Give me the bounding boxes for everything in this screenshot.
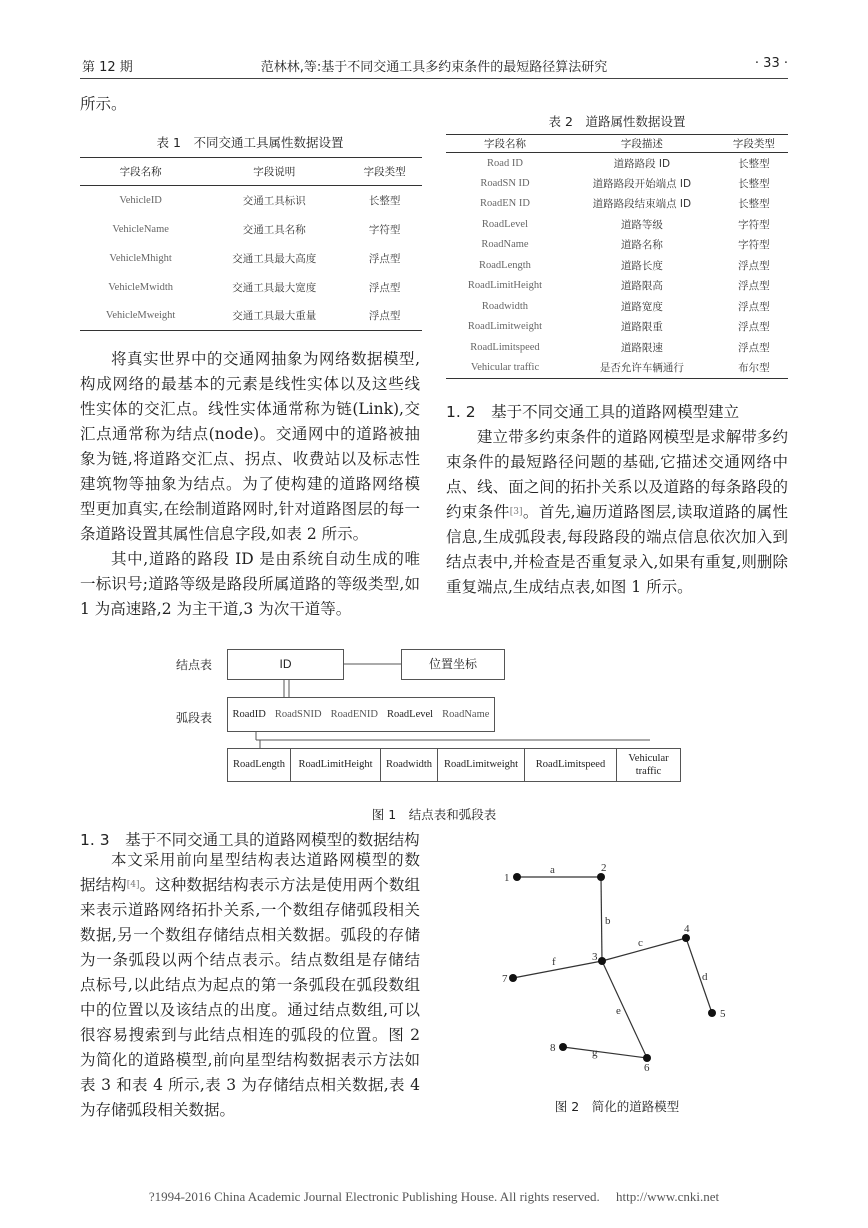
graph-node — [559, 1043, 567, 1051]
table-cell: Vehicular traffic — [446, 358, 564, 379]
id-box: ID — [227, 649, 344, 680]
table-cell: 道路宽度 — [620, 300, 663, 313]
table-cell: 是否允许车辆通行 — [564, 358, 720, 379]
table-cell: 字符型 — [368, 223, 401, 236]
table-cell: 字符型 — [738, 239, 770, 252]
table2-header-name: 字段名称 — [446, 135, 564, 153]
table-cell: RoadLimitHeight — [467, 280, 542, 292]
graph-node — [509, 974, 517, 982]
field-vehicular-traffic — [617, 748, 681, 782]
table-cell: 布尔型 — [720, 358, 788, 379]
paragraph — [80, 848, 420, 1123]
table1-header-type: 字段类型 — [347, 158, 422, 186]
arc-record-row2 — [227, 748, 681, 782]
table2-caption: 表 2 道路属性数据设置 — [548, 114, 686, 129]
vehicular-line2: traffic — [635, 766, 662, 777]
field-roadlimitheight: RoadLimitHeight — [291, 748, 381, 782]
node-label-3: 3 — [592, 951, 598, 963]
graph-node — [708, 1009, 716, 1017]
edge-g — [563, 1047, 647, 1058]
node-label-8: 8 — [550, 1042, 556, 1054]
field-roadenid: RoadENID — [330, 709, 378, 720]
edge-label-e: e — [616, 1005, 621, 1017]
table-cell: 道路限高 — [620, 280, 663, 293]
table-cell: 交通工具名称 — [242, 223, 306, 236]
field-roadsnid: RoadSNID — [274, 709, 322, 720]
node-label-5: 5 — [720, 1008, 726, 1020]
table2-header-type: 字段类型 — [720, 135, 788, 153]
text-run: 本文采用前向星型结构表达道路网模型的数据结构 — [80, 851, 420, 894]
running-title: 范林林,等:基于不同交通工具多约束条件的最短路径算法研究 — [260, 60, 608, 75]
table-cell: 浮点型 — [738, 341, 770, 354]
table-cell: 浮点型 — [738, 321, 770, 334]
section-1-2-heading: 1. 2 基于不同交通工具的道路网模型建立 — [446, 403, 740, 421]
edge-d — [686, 938, 712, 1013]
table-cell: 长整型 — [368, 194, 401, 207]
text-run: 。首先,遍历道路图层,读取道路的属性信息,生成弧段表,每段路段的端点信息依次加入到结点表中,并检查是否重复录入,如果有重复,则删除重复端点,生成结点表,如图 1 所示。 — [446, 503, 788, 596]
table-cell: 长整型 — [738, 157, 770, 170]
table-cell: 长整型 — [738, 177, 770, 190]
table-cell: 字符型 — [738, 218, 770, 231]
edge-label-g: g — [592, 1047, 598, 1059]
table1-caption: 表 1 不同交通工具属性数据设置 — [156, 135, 344, 150]
arc-table-label: 弧段表 — [176, 711, 213, 725]
table-cell: VehicleMhight — [109, 252, 172, 264]
node-table-label: 结点表 — [176, 658, 213, 672]
table-cell: 交通工具最大宽度 — [232, 281, 317, 294]
table-cell: 道路路段结束端点 ID — [592, 198, 692, 211]
vehicular-line1: Vehicular — [628, 753, 669, 764]
issue-number: 第 12 期 — [82, 60, 133, 75]
table-cell: 浮点型 — [368, 281, 401, 294]
table-cell: 道路限速 — [620, 341, 663, 354]
node-label-4: 4 — [684, 923, 690, 935]
table-cell: RoadLength — [479, 259, 531, 271]
edge-label-f: f — [552, 956, 556, 968]
table-cell: VehicleName — [112, 223, 169, 235]
field-roadid: RoadID — [232, 709, 266, 720]
edge-label-b: b — [605, 915, 611, 927]
table-cell: RoadName — [481, 239, 529, 251]
edge-e — [602, 961, 647, 1058]
field-roadlength: RoadLength — [227, 748, 291, 782]
paragraph: 其中,道路的路段 ID 是由系统自动生成的唯一标识号;道路等级是路段所属道路的等级类型,如 1 为高速路,2 为主干道,3 为次干道等。 — [80, 550, 420, 618]
table-cell: 道路长度 — [620, 259, 663, 272]
section-1-3-heading: 1. 3 基于不同交通工具的道路网模型的数据结构 — [80, 831, 420, 849]
table-cell: 浮点型 — [347, 302, 422, 331]
graph-node — [597, 873, 605, 881]
table-cell: RoadSN ID — [480, 177, 530, 189]
table-cell: VehicleID — [119, 194, 162, 206]
table-cell: 道路等级 — [620, 218, 663, 231]
figure2-graph — [446, 840, 788, 1100]
field-roadlevel: RoadLevel — [387, 709, 434, 720]
field-roadwidth: Roadwidth — [381, 748, 438, 782]
graph-node — [682, 934, 690, 942]
table-cell: RoadLimitspeed — [470, 341, 540, 353]
left-top-text: 所示。 — [80, 95, 127, 113]
table-cell: 长整型 — [738, 198, 770, 211]
coord-box: 位置坐标 — [401, 649, 505, 680]
edge-label-d: d — [702, 971, 708, 983]
table-cell: 道路限重 — [620, 321, 663, 334]
node-label-1: 1 — [504, 872, 510, 884]
table-cell: RoadLevel — [481, 218, 528, 230]
table-cell: VehicleMwidth — [108, 281, 173, 293]
figure2-caption: 图 2 简化的道路模型 — [554, 1099, 680, 1114]
arc-record-box — [227, 697, 495, 732]
table-cell: Roadwidth — [481, 300, 529, 312]
node-label-7: 7 — [502, 973, 508, 985]
table-cell: 道路路段开始端点 ID — [592, 177, 692, 190]
table1-header-desc: 字段说明 — [201, 158, 347, 186]
field-roadname: RoadName — [442, 709, 490, 720]
table-cell: 道路路段 ID — [613, 157, 671, 170]
edge-label-c: c — [638, 937, 643, 949]
table-cell: VehicleMweight — [80, 302, 201, 331]
paragraph: 将真实世界中的交通网抽象为网络数据模型,构成网络的最基本的元素是线性实体以及这些线性实体的交汇点。线性实体通常称为链(Link),交汇点通常称为结点(node)。交通网中的道路被抽象为链,将道路交汇点、拐点、收费站以及标志性建筑物等抽象为结点。为了使构建的道路网络模型更加真实,在绘制道路网时,针对道路图层的每一条道路设置其属性信息字段,如表 2 所示。 — [80, 350, 420, 543]
citation-ref: [4] — [126, 880, 140, 890]
table2-header-desc: 字段描述 — [564, 135, 720, 153]
page-number: · 33 · — [754, 56, 788, 71]
graph-node — [598, 957, 606, 965]
table-cell: Road ID — [487, 157, 523, 169]
table-cell: 交通工具最大重量 — [201, 302, 347, 331]
table-cell: 浮点型 — [368, 252, 401, 265]
text-run: 建立带多约束条件的道路网模型是求解带多约束条件的最短路径问题的基础,它描述交通网络中点、线、面之间的拓扑关系以及道路的每条路段的约束条件 — [446, 428, 788, 521]
field-roadlimitweight: RoadLimitweight — [438, 748, 525, 782]
table1-header-name: 字段名称 — [80, 158, 201, 186]
table-cell: RoadLimitweight — [467, 321, 542, 333]
table-cell: RoadEN ID — [480, 198, 530, 210]
node-label-6: 6 — [644, 1062, 650, 1074]
copyright-footer: ?1994-2016 China Academic Journal Electronic Publishing House. All rights reserved. http://www.cnki.net — [148, 1189, 720, 1204]
table-cell: 浮点型 — [738, 280, 770, 293]
edge-label-a: a — [550, 864, 555, 876]
graph-node — [513, 873, 521, 881]
table-cell: 浮点型 — [738, 259, 770, 272]
edge-b — [601, 877, 602, 961]
table-cell: 交通工具最大高度 — [232, 252, 317, 265]
node-label-2: 2 — [601, 862, 607, 874]
edge-c — [602, 938, 686, 961]
field-roadlimitspeed: RoadLimitspeed — [525, 748, 617, 782]
graph-node — [643, 1054, 651, 1062]
edge-f — [513, 961, 602, 978]
citation-ref: [3] — [509, 507, 523, 517]
table-cell: 交通工具标识 — [242, 194, 306, 207]
figure1-caption: 图 1 结点表和弧段表 — [371, 807, 497, 822]
section-1-3-text — [80, 848, 420, 1123]
text-run: 。这种数据结构表示方法是使用两个数组来表示道路网络拓扑关系,一个数组存储弧段相关数据,另一个数组存储结点相关数据。弧段的存储为一条弧段以两个结点表示。结点数组是存储结点标号,以此结点为起点的第一条弧段在弧段数组中的位置以及该结点的出度。通过结点数组,可以很容易搜索到与此结点相连的弧段的位置。图 2 为简化的道路模型,前向星型结构数据表示方法如表 3 和表 4 所示,表 3 为存储结点相关数据,表 4 为存储弧段相关数据。 — [80, 876, 420, 1119]
table-cell: 道路名称 — [620, 239, 663, 252]
table-cell: 浮点型 — [738, 300, 770, 313]
